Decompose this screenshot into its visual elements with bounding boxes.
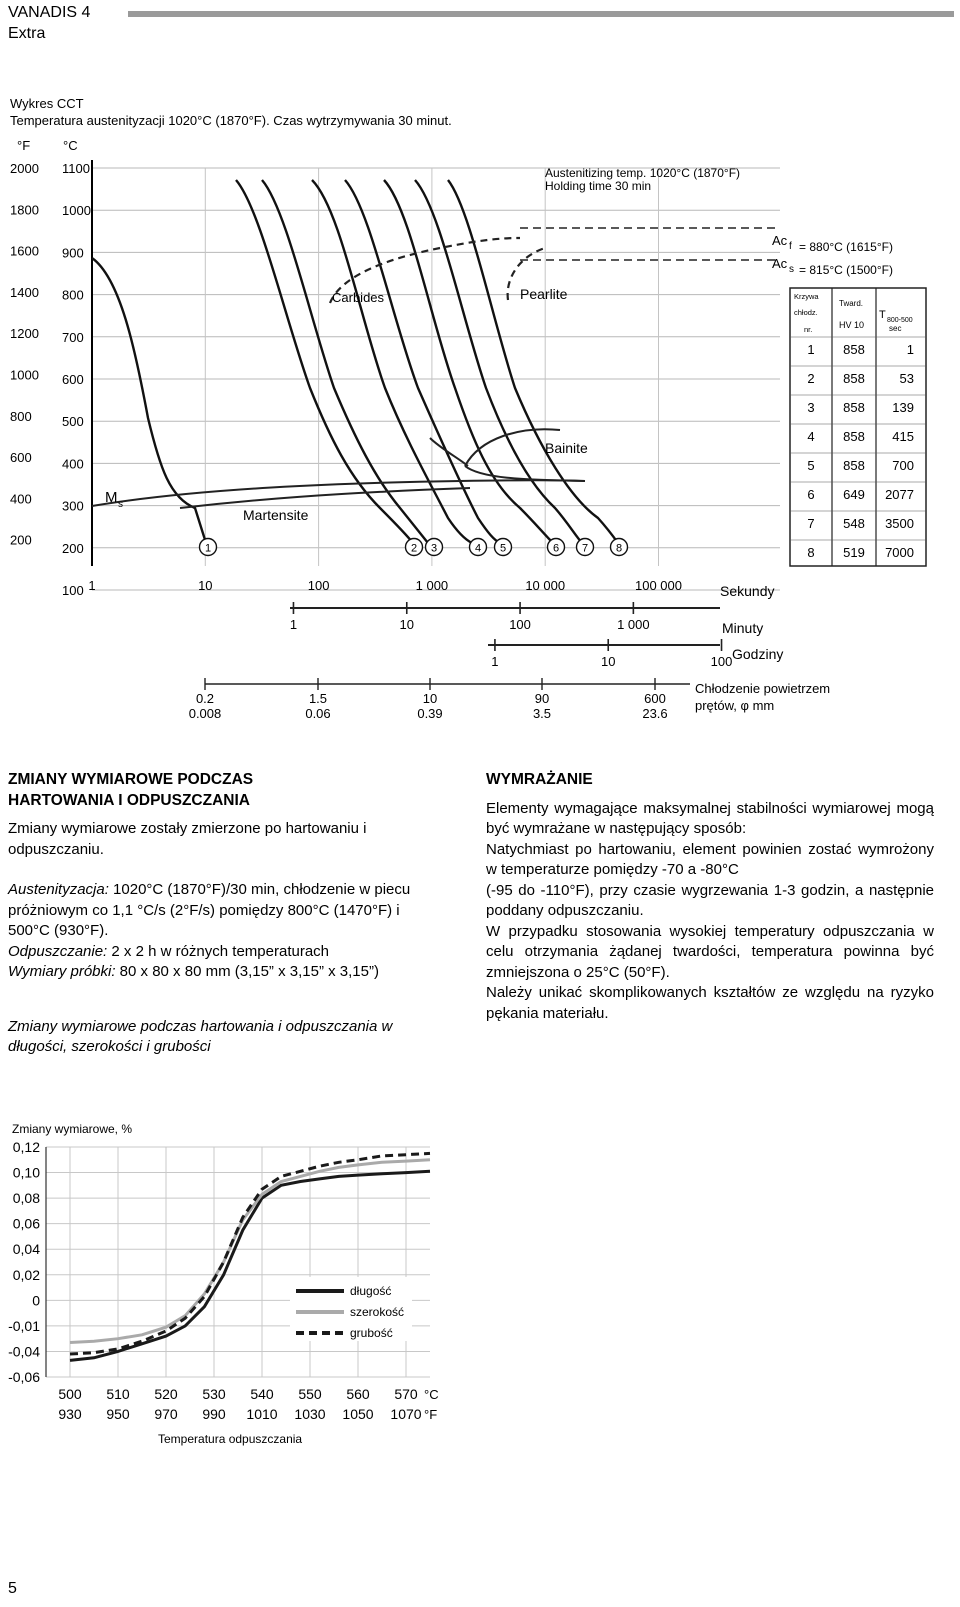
cct-c-tick: 100 <box>62 583 84 598</box>
cct-title-2: Temperatura austenityzacji 1020°C (1870°F). Czas wytrzymywania 30 minut. <box>10 113 452 128</box>
minutes-tick: 1 <box>289 617 298 632</box>
label-carbides: Carbides <box>332 290 385 305</box>
table-head-t-b: sec <box>889 324 902 333</box>
label-pearlite: Pearlite <box>520 286 568 302</box>
table-cell-hv: 548 <box>843 516 865 531</box>
cct-diagram-svg <box>0 88 950 728</box>
seconds-tick: 10 <box>198 578 213 593</box>
table-cell-t: 415 <box>892 429 914 444</box>
subzero-paragraph-5: Należy unikać skomplikowanych kształtów ze względu na ryzyko pękania materiału. <box>486 984 934 1022</box>
cct-f-tick: 800 <box>10 408 32 424</box>
dim-x-tick-f: 1030 <box>294 1406 326 1422</box>
table-cell-nr: 1 <box>807 342 815 357</box>
table-cell-nr: 2 <box>807 371 815 386</box>
hours-tick: 1 <box>491 654 499 669</box>
table-cell-t: 7000 <box>885 545 914 560</box>
table-cell-hv: 649 <box>843 487 865 502</box>
cct-c-tick: 300 <box>62 498 84 514</box>
brand-line-2: Extra <box>8 25 46 42</box>
austenitization-label: Austenityzacja: <box>8 881 109 898</box>
dim-y-tick: 0,06 <box>12 1215 40 1232</box>
cct-f-tick: 1000 <box>10 367 39 383</box>
table-cell-hv: 858 <box>843 371 865 386</box>
dim-y-tick: 0,04 <box>12 1241 40 1258</box>
bainite-nose <box>430 438 468 466</box>
dim-x-tick-f: 930 <box>58 1406 82 1422</box>
ac-s-symbol: Ac <box>772 256 788 271</box>
cct-f-tick: 400 <box>10 491 32 507</box>
dim-x-unit-c: °C <box>424 1387 439 1402</box>
cct-y-ticks <box>10 161 91 598</box>
table-cell-nr: 6 <box>807 487 815 502</box>
air-tick-bottom: 23.6 <box>642 706 668 721</box>
cct-diagram <box>0 88 950 728</box>
dim-legend-label: grubość <box>350 1326 393 1340</box>
dim-x-tick-c: 570 <box>394 1386 418 1402</box>
air-tick-top: 10 <box>422 691 438 706</box>
subzero-paragraph-2: Natychmiast po hartowaniu, element powinien zostać wymrożony w temperaturze pomiędzy -70 a -80°C <box>486 840 934 878</box>
cooling-curve-8 <box>448 180 618 543</box>
dim-x-tick-f: 990 <box>202 1406 226 1422</box>
dim-x-tick-c: 560 <box>346 1386 370 1402</box>
dim-chart-grid <box>46 1147 430 1377</box>
dim-x-tick-c: 550 <box>298 1386 322 1402</box>
table-head-hv-a: Tward. <box>839 299 864 308</box>
dimension-chart-caption: Zmiany wymiarowe podczas hartowania i odpuszczania w długości, szerokości i grubości <box>8 1017 393 1055</box>
dim-y-tick: -0,04 <box>8 1343 40 1360</box>
dim-x-tick-c: 530 <box>202 1386 226 1402</box>
table-cell-t: 3500 <box>885 516 914 531</box>
dim-y-tick: -0,06 <box>8 1369 40 1385</box>
cct-c-tick: 600 <box>62 372 84 387</box>
cooling-results-table <box>790 288 926 566</box>
subzero-paragraph-1: Elementy wymagające maksymalnej stabilności wymiarowej mogą być wymrażane w następujący sposób: <box>486 799 934 837</box>
table-cell-t: 139 <box>892 400 914 415</box>
cct-f-tick: 1400 <box>10 284 39 300</box>
curve-number-label: 4 <box>474 542 482 555</box>
cct-c-tick: 800 <box>62 287 84 303</box>
air-tick-top: 600 <box>644 691 666 706</box>
dim-legend-label: szerokość <box>350 1305 405 1319</box>
table-cell-t: 2077 <box>885 487 914 502</box>
cct-f-tick: 600 <box>10 450 32 466</box>
tempering-text: 2 x 2 h w różnych temperaturach <box>107 942 330 960</box>
table-cell-nr: 4 <box>807 429 815 444</box>
air-tick-bottom: 3.5 <box>532 706 552 721</box>
dimensional-change-chart-svg <box>0 1115 460 1455</box>
dim-x-unit-f: °F <box>424 1407 438 1422</box>
table-cell-hv: 858 <box>843 342 865 357</box>
cct-c-tick: 900 <box>62 245 84 261</box>
cct-f-tick: 1600 <box>10 243 39 259</box>
hours-label: Godziny <box>732 646 784 662</box>
sample-size-text: 80 x 80 x 80 mm (3,15” x 3,15” x 3,15”) <box>115 963 379 980</box>
transformation-lines <box>92 429 585 508</box>
curve-number-label: 5 <box>499 542 507 555</box>
seconds-tick: 1 <box>88 578 96 593</box>
cct-c-tick: 400 <box>62 456 84 472</box>
table-cell-t: 1 <box>906 342 914 357</box>
cct-f-tick: 2000 <box>10 161 39 176</box>
cct-grid <box>92 168 780 590</box>
dim-x-tick-f: 1010 <box>246 1406 278 1422</box>
dim-x-tick-c: 500 <box>58 1386 82 1402</box>
seconds-tick: 1 000 <box>415 578 449 593</box>
time-scales <box>88 578 830 721</box>
table-head-hv-b: HV 10 <box>839 320 865 330</box>
air-tick-bottom: 0.06 <box>305 706 331 721</box>
subzero-paragraph-4: W przypadku stosowania wysokiej temperatury odpuszczania w celu otrzymania żądanej twardości, temperatura powinna być zmniejszona o 25°C (50°F). <box>486 922 934 981</box>
curve-number-label: 3 <box>430 542 438 555</box>
tempering-label: Odpuszczanie: <box>8 942 108 960</box>
table-head-nr-a: Krzywa <box>794 292 819 301</box>
dim-chart-xlabel: Temperatura odpuszczania <box>158 1432 303 1446</box>
curve-number-label: 7 <box>581 542 589 555</box>
left-column <box>8 770 440 1058</box>
table-cell-nr: 7 <box>807 516 815 531</box>
air-cooling-label-2: prętów, φ mm <box>695 698 775 713</box>
table-cell-nr: 5 <box>807 458 815 473</box>
sample-size-paragraph <box>8 962 440 983</box>
header-rule <box>128 11 954 17</box>
dim-y-tick: 0,02 <box>12 1266 40 1283</box>
austenitization-paragraph <box>8 880 440 942</box>
air-tick-bottom: 0.008 <box>188 706 222 721</box>
hours-tick: 100 <box>710 654 733 669</box>
air-tick-top: 90 <box>534 691 550 706</box>
cct-c-tick: 500 <box>62 414 84 430</box>
dim-y-tick: 0,08 <box>12 1190 40 1207</box>
dim-chart-x-ticks <box>58 1386 438 1422</box>
curve-number-label: 2 <box>410 542 418 555</box>
cct-f-tick: 1200 <box>10 326 39 342</box>
table-head-t: T <box>879 309 886 321</box>
minutes-label: Minuty <box>722 620 764 636</box>
sample-size-label: Wymiary próbki: <box>8 963 116 980</box>
minutes-tick: 100 <box>509 617 531 632</box>
cct-c-tick: 1100 <box>62 161 90 176</box>
seconds-tick: 100 000 <box>635 578 682 593</box>
table-cell-hv: 519 <box>843 545 865 560</box>
cct-f-tick: 1800 <box>10 202 39 218</box>
ms-line <box>92 480 585 506</box>
ac-s-sub: s <box>789 264 794 275</box>
minutes-tick: 1 000 <box>617 617 650 632</box>
cooling-curves <box>92 180 618 543</box>
tempering-paragraph <box>8 942 440 963</box>
cct-c-tick: 200 <box>62 540 84 556</box>
table-cell-hv: 858 <box>843 458 865 473</box>
dim-x-tick-c: 540 <box>250 1386 274 1402</box>
dim-y-tick: -0,01 <box>8 1317 40 1334</box>
cooling-curve-3 <box>262 180 428 543</box>
curve-number-label: 8 <box>615 542 623 555</box>
dim-chart-ylabel: Zmiany wymiarowe, % <box>12 1122 133 1136</box>
dimension-paragraph-1: Zmiany wymiarowe zostały zmierzone po hartowaniu i odpuszczaniu. <box>8 820 367 858</box>
dim-x-tick-c: 510 <box>106 1386 130 1402</box>
table-head-t-sub: 800-500 <box>887 317 913 324</box>
cct-unit-f: °F <box>17 138 31 153</box>
curve-number-circles <box>200 539 628 556</box>
air-cooling-label-1: Chłodzenie powietrzem <box>695 681 831 696</box>
austenitizing-note-1: Austenitizing temp. 1020°C (1870°F) <box>545 166 741 180</box>
cct-f-tick: 200 <box>10 532 32 548</box>
dim-x-tick-f: 1070 <box>390 1406 422 1422</box>
table-head-nr-b: chłodz. <box>794 308 818 317</box>
brand-line-1: VANADIS 4 <box>8 4 91 21</box>
cct-c-tick: 1000 <box>62 203 91 219</box>
brand-name <box>8 2 90 44</box>
subzero-heading: WYMRAŻANIE <box>486 771 593 788</box>
curve-number-label: 1 <box>204 542 212 555</box>
air-tick-top: 1.5 <box>308 691 328 706</box>
page-number: 5 <box>8 1580 17 1597</box>
table-cell-nr: 3 <box>807 400 815 415</box>
austenitizing-note-2: Holding time 30 min <box>545 179 652 193</box>
dim-x-tick-c: 520 <box>154 1386 178 1402</box>
dim-y-tick: 0 <box>32 1292 40 1309</box>
air-tick-top: 0.2 <box>195 691 215 706</box>
cct-unit-c: °C <box>63 138 78 153</box>
cct-c-tick: 700 <box>62 329 84 345</box>
austenitization-text: 1020°C (1870°F)/30 min, chłodzenie w piecu próżniowym co 1,1 °C/s (2°F/s) pomiędzy 800°C (1470°F) i 500°C (930°F). <box>8 881 411 939</box>
dim-chart-legend <box>290 1277 412 1341</box>
dim-y-tick: 0,10 <box>12 1164 40 1181</box>
subzero-paragraph-3: (-95 do -110°F), przy czasie wygrzewania 1-3 godzin, a następnie poddany odpuszczaniu. <box>486 881 934 919</box>
seconds-tick: 100 <box>307 578 330 593</box>
seconds-tick: 10 000 <box>525 578 566 593</box>
curve-number-label: 6 <box>552 542 560 555</box>
dim-legend-label: długość <box>350 1284 392 1298</box>
label-bainite: Bainite <box>545 440 588 456</box>
ac-f-sub: f <box>789 241 792 252</box>
table-head-nr-c: nr. <box>804 325 813 334</box>
air-tick-bottom: 0.39 <box>417 706 443 721</box>
dim-x-tick-f: 1050 <box>342 1406 374 1422</box>
dim-chart-y-ticks <box>8 1139 40 1385</box>
dim-y-tick: 0,12 <box>12 1139 40 1155</box>
dimension-heading-1: ZMIANY WYMIAROWE PODCZAS <box>8 771 254 788</box>
ac-s-value: = 815°C (1500°F) <box>799 263 893 277</box>
label-martensite: Martensite <box>243 507 309 523</box>
minutes-tick: 10 <box>399 617 414 632</box>
table-cell-hv: 858 <box>843 429 865 444</box>
cct-title-1: Wykres CCT <box>10 96 84 111</box>
ac-f-value: = 880°C (1615°F) <box>799 240 893 254</box>
hours-tick: 10 <box>600 654 616 669</box>
label-ms: M <box>105 489 118 506</box>
table-cell-hv: 858 <box>843 400 865 415</box>
label-ms-sub: s <box>118 499 123 510</box>
table-cell-t: 700 <box>892 458 914 473</box>
dimension-heading-2: HARTOWANIA I ODPUSZCZANIA <box>8 791 250 809</box>
ac-f-symbol: Ac <box>772 233 788 248</box>
right-column <box>486 770 934 1024</box>
dim-x-tick-f: 950 <box>106 1406 130 1422</box>
seconds-label: Sekundy <box>720 583 775 599</box>
dimensional-change-chart <box>0 1115 460 1455</box>
table-cell-t: 53 <box>899 371 914 386</box>
table-cell-nr: 8 <box>807 545 815 560</box>
dim-x-tick-f: 970 <box>154 1406 178 1422</box>
